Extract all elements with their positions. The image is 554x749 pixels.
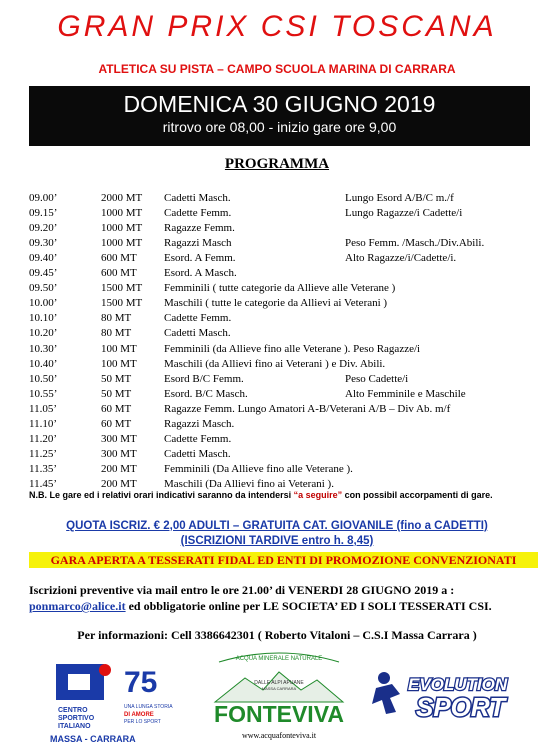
nb-suffix: con possibil accorpamenti di gare.	[342, 490, 493, 500]
nb-quoted: “a seguire”	[293, 490, 343, 500]
schedule-distance: 1500 MT	[101, 297, 143, 310]
schedule-description: Maschili (da Allievi fino ai Veterani ) e Div. Abili.	[164, 357, 386, 370]
schedule-extra: Peso Cadette/i	[345, 372, 409, 385]
schedule-time: 11.25’	[29, 447, 58, 460]
quota-line-1: QUOTA ISCRIZ. € 2,00 ADULTI – GRATUITA CAT. GIOVANILE (fino a CADETTI)	[66, 520, 488, 532]
csi-line-3: ITALIANO	[58, 723, 91, 730]
schedule-distance: 80 MT	[101, 327, 132, 340]
csi-emblem-icon	[50, 660, 185, 744]
schedule-description: Cadetti Masch.	[164, 192, 231, 204]
email-link[interactable]: ponmarco@alice.it	[29, 599, 126, 613]
schedule-distance: 1000 MT	[101, 222, 143, 235]
schedule-time: 10.40’	[29, 357, 58, 370]
schedule-description: Esord B/C Femm.	[164, 372, 244, 385]
nb-note	[29, 490, 493, 500]
csi-line-1: CENTRO	[58, 707, 88, 714]
csi-tag-1: UNA LUNGA STORIA	[124, 704, 173, 710]
schedule-distance: 60 MT	[101, 417, 132, 430]
schedule-distance: 300 MT	[101, 447, 137, 460]
date-banner	[29, 86, 530, 146]
schedule-distance: 200 MT	[101, 477, 137, 490]
evolution-line-2: SPORT	[416, 692, 506, 722]
fonteviva-url: www.acquafonteviva.it	[241, 731, 317, 740]
fonteviva-name: FONTEVIVA	[214, 701, 344, 727]
schedule-description: Ragazzi Masch.	[164, 417, 235, 430]
schedule-description: Esord. B/C Masch.	[164, 387, 248, 400]
evolution-line-1: EVOLUTION	[408, 675, 508, 694]
event-date: DOMENICA 30 GIUGNO 2019	[123, 91, 436, 117]
schedule-description: Maschili ( tutte le categorie da Allievi ai Veterani )	[164, 297, 388, 310]
schedule-time: 10.00’	[29, 297, 58, 310]
schedule-time: 11.35’	[29, 462, 58, 475]
info-line: Per informazioni: Cell 3386642301 ( Roberto Vitaloni – C.S.I Massa Carrara )	[77, 628, 477, 642]
schedule-distance: 50 MT	[101, 387, 132, 400]
schedule-time: 09.30’	[29, 237, 58, 250]
schedule-distance: 1500 MT	[101, 282, 143, 295]
csi-line-2: SPORTIVO	[58, 715, 95, 722]
csi-tag-2: DI AMORE	[124, 712, 154, 718]
schedule-description: Ragazzi Masch	[164, 237, 232, 250]
schedule-time: 09.40’	[29, 252, 58, 265]
schedule-description: Cadetti Masch.	[164, 327, 231, 340]
schedule-description: Femminili ( tutte categorie da Allieve alle Veterane )	[164, 282, 396, 295]
csi-tag-3: PER LO SPORT	[124, 719, 161, 725]
schedule-description: Maschili (Da Allievi fino ai Veterani ).	[164, 477, 334, 490]
schedule-time: 11.10’	[29, 417, 58, 430]
schedule-time: 10.10’	[29, 312, 58, 325]
fonteviva-logo	[205, 650, 353, 742]
fonteviva-top: ACQUA MINERALE NATURALE	[235, 656, 323, 662]
schedule-description: Ragazze Femm. Lungo Amatori A-B/Veterani A/B – Div Ab. m/f	[164, 402, 451, 415]
schedule-time: 09.15’	[29, 207, 58, 220]
schedule-extra: Alto Femminile e Maschile	[345, 387, 466, 400]
schedule-time: 09.00’	[29, 192, 58, 204]
iscrizioni-line-1: Iscrizioni preventive via mail entro le ore 21.00’ di VENERDI 28 GIUGNO 2019 a :	[29, 583, 455, 597]
schedule-description: Cadette Femm.	[164, 207, 232, 220]
schedule-time: 09.45’	[29, 267, 58, 280]
schedule-time: 10.50’	[29, 372, 58, 385]
fonteviva-emblem-icon	[205, 650, 353, 742]
schedule-distance: 1000 MT	[101, 207, 143, 220]
schedule-distance: 60 MT	[101, 402, 132, 415]
schedule-time: 10.20’	[29, 327, 58, 340]
schedule-extra: Lungo Ragazze/i Cadette/i	[345, 207, 463, 220]
schedule-description: Femminili (da Allieve fino alle Veterane ). Peso Ragazze/i	[164, 342, 421, 355]
schedule-time: 11.20’	[29, 432, 58, 445]
schedule-description: Esord. A Masch.	[164, 267, 237, 280]
schedule-description: Femminili (Da Allieve fino alle Veterane ).	[164, 462, 353, 475]
schedule-distance: 200 MT	[101, 462, 137, 475]
schedule-time: 10.30’	[29, 342, 58, 355]
csi-logo	[50, 660, 185, 744]
schedule-description: Cadetti Masch.	[164, 447, 231, 460]
schedule-description: Cadette Femm.	[164, 432, 232, 445]
poster-subtitle: ATLETICA SU PISTA – CAMPO SCUOLA MARINA DI CARRARA	[98, 62, 456, 76]
schedule-distance: 100 MT	[101, 342, 137, 355]
schedule-time: 09.50’	[29, 282, 58, 295]
ritrovo-time: ritrovo ore 08,00 - inizio gare ore 9,00	[162, 119, 397, 135]
schedule-description: Esord. A Femm.	[164, 252, 236, 265]
iscrizioni-line-2	[29, 599, 492, 614]
schedule-time: 11.45’	[29, 477, 58, 490]
schedule-time: 11.05’	[29, 402, 58, 415]
schedule-description: Ragazze Femm.	[164, 222, 235, 235]
csi-line-4: MASSA - CARRARA	[50, 734, 136, 744]
schedule-distance: 50 MT	[101, 372, 132, 385]
csi-years: 75	[124, 666, 158, 699]
gara-banner: GARA APERTA A TESSERATI FIDAL ED ENTI DI PROMOZIONE CONVENZIONATI	[29, 552, 538, 568]
poster-title: GRAN PRIX CSI TOSCANA	[57, 10, 497, 43]
fonteviva-mid: DALLE ALPI APUANE	[254, 680, 304, 686]
fonteviva-mid2: MASSA CARRARA	[261, 686, 297, 691]
schedule-distance: 600 MT	[101, 252, 137, 265]
schedule-description: Cadette Femm.	[164, 312, 232, 325]
quota-line-2: (ISCRIZIONI TARDIVE entro h. 8,45)	[180, 535, 374, 547]
schedule-extra: Lungo Esord A/B/C m./f	[345, 192, 454, 204]
schedule-distance: 2000 MT	[101, 192, 143, 204]
iscrizioni-rest: ed obbligatorie online per LE SOCIETA’ ED I SOLI TESSERATI CSI.	[125, 599, 492, 613]
schedule-distance: 600 MT	[101, 267, 137, 280]
schedule-distance: 80 MT	[101, 312, 132, 325]
schedule-distance: 1000 MT	[101, 237, 143, 250]
schedule-distance: 100 MT	[101, 357, 137, 370]
schedule-distance: 300 MT	[101, 432, 137, 445]
schedule-time: 09.20’	[29, 222, 58, 235]
schedule-time: 10.55’	[29, 387, 58, 400]
evolution-runner-icon	[370, 668, 538, 724]
schedule-extra: Alto Ragazze/i/Cadette/i.	[345, 252, 457, 265]
nb-prefix: N.B. Le gare ed i relativi orari indicativi saranno da intendersi	[29, 490, 294, 500]
evolution-sport-logo	[370, 668, 538, 724]
programma-heading: PROGRAMMA	[224, 156, 330, 172]
schedule-extra: Peso Femm. /Masch./Div.Abili.	[345, 237, 485, 250]
